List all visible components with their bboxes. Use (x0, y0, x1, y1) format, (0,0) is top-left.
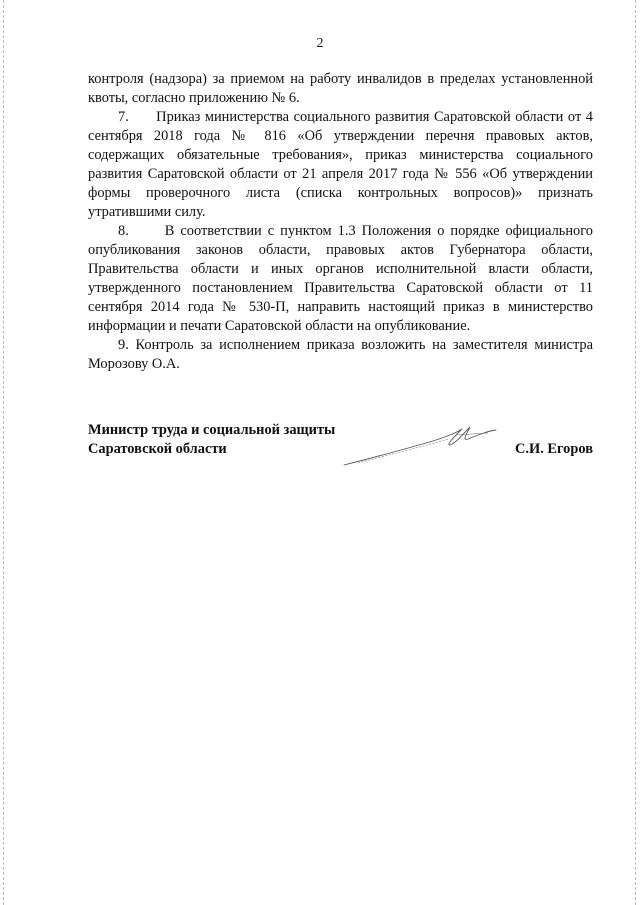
handwritten-signature (338, 415, 498, 475)
document-body (88, 70, 593, 374)
page-number: 2 (316, 36, 324, 51)
paragraph-item-9: 9. Контроль за исполнением приказа возложить на заместителя министра Морозову О.А. (88, 337, 593, 372)
paragraph-continuation: контроля (надзора) за приемом на работу инвалидов в пределах установленной квоты, согласно приложению № 6. (88, 71, 593, 106)
scan-edge-right (635, 0, 636, 905)
signature-block (88, 421, 593, 481)
signatory-title-line-2: Саратовской области (88, 441, 227, 457)
scan-edge-left (3, 0, 4, 905)
signatory-title-line-1: Министр труда и социальной защиты (88, 422, 336, 438)
signatory-name: С.И. Егоров (515, 441, 593, 457)
paragraph-item-8: 8. В соответствии с пунктом 1.3 Положения о порядке официального опубликования законов области, правовых актов Губернатора области, Правительства области и иных органов исполнительной власти области, утвержденного постановлением Правительства Саратовской области от 11 сентября 2014 года № 530-П, направить настоящий приказ в министерство информации и печати Саратовской области на опубликование. (88, 223, 593, 334)
signatory-title (88, 421, 335, 459)
paragraph-item-7: 7. Приказ министерства социального развития Саратовской области от 4 сентября 2018 года № 816 «Об утверждении перечня правовых актов, содержащих обязательные требования», приказ министерства социального развития Саратовской области от 21 апреля 2017 года № 556 «Об утверждении формы проверочного листа (списка контрольных вопросов)» признать утратившими силу. (88, 109, 593, 220)
